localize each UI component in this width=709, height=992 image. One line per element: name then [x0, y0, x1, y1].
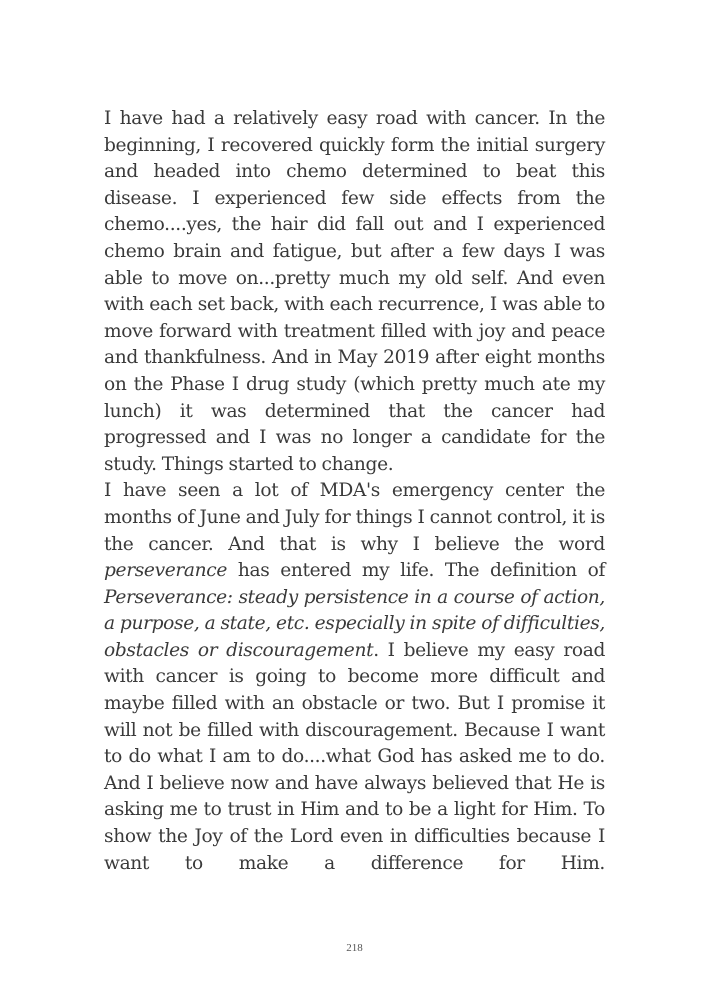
paragraph-2-text-c: . I believe my easy road with cancer is going to become more difficult and maybe filled with an obstacle or two. But I promise it will not be filled with discouragement. Because I want to do what I am to do....what God has asked me to do. And I believe now and have always believed that He is asking me to trust in Him and to be a light for Him. To show the Joy of the Lord even in difficulties because I want to make a difference for Him.: [104, 639, 606, 874]
paragraph-1: I have had a relatively easy road with cancer. In the beginning, I recovered quickly form the initial surgery and headed into chemo determined to beat this disease. I experienced few side effects from the chemo....yes, the hair did fall out and I experienced chemo brain and fatigue, but after a few days I was able to move on...pretty much my old self. And even with each set back, with each recurrence, I was able to move forward with treatment filled with joy and peace and thankfulness. And in May 2019 after eight months on the Phase I drug study (which pretty much ate my lunch) it was determined that the cancer had progressed and I was no longer a candidate for the study. Things started to change.: [104, 108, 605, 475]
paragraph-2-text-a: I have seen a lot of MDA's emergency center the months of June and July for things I cannot control, it is the cancer. And that is why I believe the word: [104, 480, 605, 555]
perseverance-emphasis: perseverance: [104, 560, 228, 582]
page-number: 218: [346, 942, 363, 954]
paragraph-2: [104, 478, 605, 877]
paragraph-2-text-b: has entered my life. The definition of: [227, 560, 605, 582]
body-text: [104, 106, 605, 877]
perseverance-definition: Perseverance: steady persistence in a course of action, a purpose, a state, etc. especially in spite of difficulties, obstacles or discouragement: [104, 586, 605, 661]
